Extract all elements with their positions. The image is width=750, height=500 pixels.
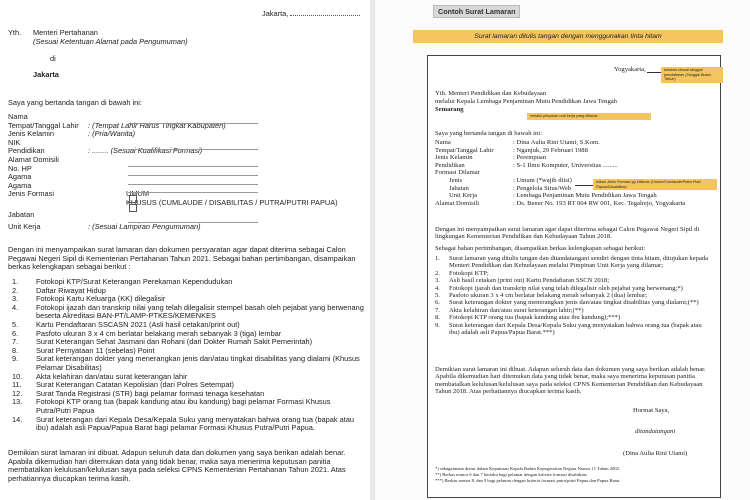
field-row: Alamat Domisili bbox=[8, 154, 59, 164]
field-row: Tempat/Tanggal Lahir : (Tempat Lahir Harus Tingkat Kabupaten) bbox=[8, 120, 226, 130]
sample-header: Contoh Surat Lamaran bbox=[433, 5, 520, 18]
nama-line bbox=[128, 115, 258, 124]
umum-checkbox[interactable] bbox=[129, 195, 137, 203]
intro-text: Saya yang bertanda tangan di bawah ini: bbox=[8, 98, 142, 107]
regards: Hormat Saya, bbox=[633, 407, 670, 414]
list-item: 2. Daftar Riwayat Hidup bbox=[12, 285, 106, 295]
recipient-di: di bbox=[50, 54, 56, 63]
list-item: 8. Surat Pernyataan 11 (sebelas) Point bbox=[12, 345, 155, 355]
field-row: Formasi Dilamar bbox=[435, 169, 480, 177]
field-row: Unit Kerja : (Sesuai Lampiran Pengumuman) bbox=[8, 222, 201, 232]
footnote: **) Berkas nomor 6 dan 7 berlaku bagi pelamar dengan kriteria formasi disabilitas. bbox=[435, 472, 588, 477]
list-item: 1. Surat lamaran yang ditulis tangan dan ditandatangani sendiri dengan tinta hitam, ditujukan kepada Menteri Pendidikan dan Kebudayaan melalui Pimpinan Unit Kerja yang dilamar; bbox=[435, 255, 709, 270]
list-item: 4. Fotokopi ijazah dan transkrip nilai yang telah dilegalisir stempel basah oleh pejabat yang berwenang beserta Akreditasi BAN-PT/LAMP-PTKES/KEMENKES bbox=[12, 302, 364, 321]
signer-name: (Dina Aulia Rini Utami) bbox=[623, 450, 688, 457]
sample-identity-fields bbox=[435, 139, 715, 207]
signature-placeholder: ditandatangani bbox=[635, 428, 676, 435]
field-row: Unit Kerja : Lembaga Penjaminan Mutu Pendidikan Jawa Tengah bbox=[449, 192, 657, 200]
list-item: 14. Surat keterangan dari Kepala Desa/Kepala Suku yang menyatakan bahwa orang tua (bapak atau ibu) adalah asli Papua/Papua Barat bagi pelamar Formasi Khusus Putra/Putri Papua. bbox=[12, 414, 355, 433]
recipient-city: Jakarta bbox=[33, 70, 59, 79]
date-note: tuliskan sesuai tanggal pendaftaran (Tanggal Bulan Tahun) bbox=[661, 67, 723, 83]
date-arrow bbox=[647, 72, 661, 73]
formasi-arrow bbox=[575, 185, 593, 186]
alamat-line bbox=[128, 158, 258, 167]
field-row: Tempat/Tanggal Lahir : Nganjuk, 29 Februari 1988 bbox=[435, 146, 588, 154]
date-blank bbox=[290, 15, 360, 16]
field-row: Alamat Domisili : Ds. Bener No. 193 RT 004 RW 001, Kec. Tegalrejo, Yogyakarta bbox=[435, 199, 686, 207]
list-item: 9. Surat keterangan dari Kepala Desa/Kepala Suku yang menyatakan bahwa orang tua (bapak atau ibu) adalah asli Papua/Papua Barat.***) bbox=[435, 321, 702, 337]
field-row: KHUSUS (CUMLAUDE / DISABILITAS / PUTRA/PUTRI PAPUA) bbox=[126, 197, 338, 207]
khusus-checkbox[interactable] bbox=[129, 204, 137, 212]
formasi-note: Isikan Jenis Formasi yg Dilamar (Umum/Cumlaude/Putra Putri Papua/Disabilitas) bbox=[593, 179, 717, 190]
field-row: Nama bbox=[8, 112, 28, 121]
recipient-yth: Yth. bbox=[8, 28, 22, 37]
right-sample-page bbox=[375, 0, 750, 500]
list-item: 3. Fotokopi Kartu Keluarga (KK) dilegalisir bbox=[12, 294, 166, 304]
field-row: Jenis Kelamin : Perempuan bbox=[435, 154, 547, 162]
list-item: 5. Kartu Pendaftaran SSCASN 2021 (Asli hasil cetakan/print out) bbox=[12, 319, 240, 329]
place-date: Jakarta, bbox=[262, 9, 360, 18]
sample-recipient-line: Yth. Menteri Pendidikan dan Kebudayaan bbox=[435, 90, 547, 97]
agama-line bbox=[128, 184, 258, 193]
list-item: 11. Surat Keterangan Catatan Kepolisian (dari Polres Setempat) bbox=[12, 380, 235, 390]
sample-list-intro: Sebagai bahan pertimbangan, disampaikan berkas kelengkapan sebagai berikut: bbox=[435, 245, 646, 252]
list-item: 13. Fotokopi KTP orang tua (bapak kandung atau ibu kandung) bagi pelamar Formasi Khusus Putra/Putri Papua bbox=[12, 397, 331, 415]
field-row: Nama : Dina Aulia Rini Utami, S.Kom. bbox=[435, 139, 600, 146]
left-letter-page bbox=[0, 0, 370, 500]
field-row: No. HP bbox=[8, 163, 32, 173]
handwriting-banner: Surat lamaran ditulis tangan dengan menggunakan tinta hitam bbox=[413, 30, 723, 43]
sample-intro-paragraph: Dengan ini menyampaikan surat lamaran agar dapat diterima sebagai Calon Pegawai Negeri Sipil di lingkungan Kementerian Pendidikan dan Kebudayaan Tahun 2018. bbox=[435, 226, 700, 241]
list-item: 7. Surat Keterangan Sehat Jasmani dan Rohani (dari Dokter Rumah Sakit Pemerintah) bbox=[12, 337, 313, 347]
list-item: 9. Surat keterangan dokter yang menerangkan jenis dan/atau tingkat disabilitas yang dialami (Khusus Pelamar Disabilitas) bbox=[12, 354, 360, 372]
list-item: 5. Pasfoto ukuran 3 x 4 cm berlatar belakang merah sebanyak 2 (dua) lembar; bbox=[435, 292, 648, 300]
field-row: Jenis Kelamin : (Pria/Wanita) bbox=[8, 129, 136, 139]
list-item: 6. Surat keterangan dokter yang menerangkan jenis dan/atau tingkat disabilitas yang dialami;(**) bbox=[435, 299, 699, 307]
sample-document-list bbox=[435, 255, 713, 336]
document-list bbox=[8, 278, 364, 433]
field-row: Pendidikan : ........ (Sesuai Kualifikasi Formasi) bbox=[8, 146, 203, 156]
field-row: Agama bbox=[8, 180, 32, 190]
field-row: Agama bbox=[8, 172, 32, 182]
footnote: ***) Berkas nomor 8, dan 9 bagi pelamar dengan kriteria formasi putra/putri Papua dan Papua Barat. bbox=[435, 478, 621, 483]
list-item: 12. Surat Tanda Registrasi (STR) bagi pelamar formasi tenaga kesehatan bbox=[12, 388, 265, 398]
sample-intro: Saya yang bertanda tangan di bawah ini: bbox=[435, 130, 542, 137]
recipient-name: Menteri Pertahanan bbox=[33, 28, 98, 37]
sample-recipient-via: melalui Kepala Lembaga Penjaminan Mutu Pendidikan Jawa Tengah bbox=[435, 98, 617, 105]
list-item: 8. Fotokopi KTP orang tua (bapak kandung atau ibu kandung);***) bbox=[435, 314, 621, 322]
footnote: *) sebagaimana diatur dalam Keputusan Kepala Badan Kepegawaian Negara Nomor 11 Tahun 2002. bbox=[435, 466, 621, 471]
nik-line bbox=[128, 141, 258, 150]
list-item: 4. Fotokopi ijazah dan transkrip nilai yang telah dilegalisir oleh pejabat yang berwenang;*) bbox=[435, 284, 683, 292]
field-row: Pendidikan : S-1 Ilmu Komputer, Universitas ......... bbox=[435, 161, 618, 169]
footnotes bbox=[435, 466, 715, 484]
list-item: 6. Pasfoto ukuran 3 x 4 cm berlatar belakang merah sebanyak 3 (tiga) lembar bbox=[12, 328, 282, 338]
field-row: Jenis Formasi UMUM bbox=[8, 189, 149, 199]
via-note: melalui pimpinan unit kerja yang dilamar bbox=[527, 113, 651, 120]
intro-paragraph: Dengan ini menyampaikan surat lamaran dan dokumen persyaratan agar dapat diterima sebagai Calon Pegawai Negeri Sipil di Kementerian Pertahanan Tahun 2021. Sebagai bahan pertimbangan, disampaikan berkas kelengkapan sebagai berikut : bbox=[8, 245, 356, 272]
field-row: Jabatan : Pengelola Situs/Web bbox=[449, 184, 572, 192]
field-row: NIK bbox=[8, 137, 21, 147]
list-item: 10. Akta kelahiran dan/atau surat keterangan lahir bbox=[12, 371, 188, 381]
field-row: Jabatan bbox=[8, 210, 35, 220]
closing-paragraph: Demikian surat lamaran ini dibuat. Adapun seluruh data dan dokumen yang saya berikan adalah benar. Apabila dikemudian hari ditemukan data yang tidak benar, maka saya menerima keputusan panitia membatalkan kelulusan/kelulusan saya pada seleksi CPNS Kementerian Pertahanan Tahun 2021. Atas perhatiannya diucapkan terima kasih. bbox=[8, 448, 346, 483]
field-row: Jenis : Umum (*wajib diisi) bbox=[449, 176, 572, 184]
sample-place-date: Yogyakarta, bbox=[614, 66, 646, 73]
hp-line bbox=[128, 167, 258, 176]
list-item: 7. Akta kelahiran dan/atau surat keterangan lahir;(**) bbox=[435, 306, 584, 314]
list-item: 2. Fotokopi KTP; bbox=[435, 269, 489, 277]
jabatan-line bbox=[128, 214, 258, 223]
list-item: 1. Fotokopi KTP/Surat Keterangan Perekaman Kependudukan bbox=[12, 277, 233, 286]
list-item: 3. Asli hasil cetakan (print out) Kartu Pendaftaran SSCN 2018; bbox=[435, 277, 610, 285]
recipient-note: (Sesuai Ketentuan Alamat pada Pengumuman) bbox=[33, 37, 188, 46]
sample-recipient-city: Semarang bbox=[435, 106, 464, 113]
sample-closing: Demikian surat lamaran ini dibuat. Adapun seluruh data dan dokumen yang saya berikan adalah benar. Apabila dikemudian hari ditemukan data yang tidak benar, maka saya menerima keputusan panitia membatalkan kelulusan/kelulusan saya pada seleksi CPNS Kementerian Pendidikan dan Kebudayaan Tahun 2018. Atas perhatiannya diucapkan terima kasih. bbox=[435, 366, 706, 396]
